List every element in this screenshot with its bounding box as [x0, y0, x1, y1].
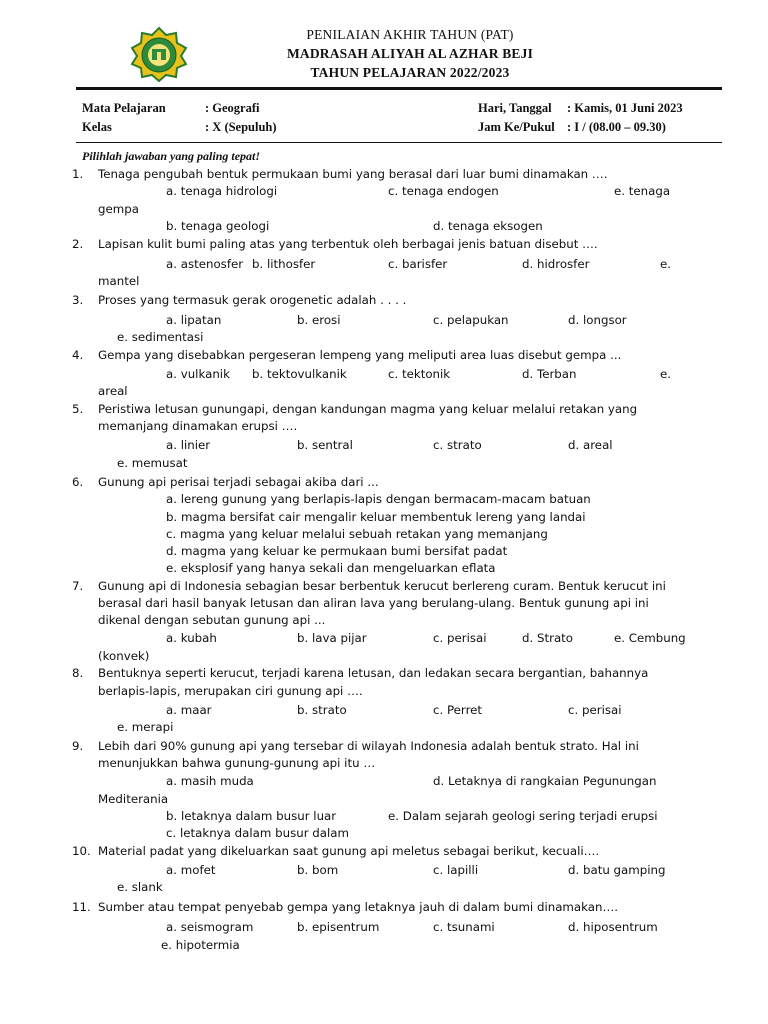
option-b[interactable]: b. letaknya dalam busur luar: [166, 809, 337, 823]
option-b[interactable]: b. magma bersifat cair mengalir keluar membentuk lereng yang landai: [166, 510, 586, 524]
option-e[interactable]: e.: [660, 257, 672, 271]
question-number: 8.: [72, 666, 84, 680]
question-text: Gempa yang disebabkan pergeseran lempeng yang meliputi area luas disebut gempa ...: [98, 348, 622, 362]
option-c[interactable]: c. tektonik: [388, 367, 451, 381]
option-c[interactable]: c. letaknya dalam busur dalam: [166, 826, 350, 840]
question-text: Tenaga pengubah bentuk permukaan bumi yang berasal dari luar bumi dinamakan ….: [98, 167, 608, 181]
option-e-wrap: gempa: [98, 202, 139, 216]
option-c[interactable]: c. magma yang keluar melalui sebuah retakan yang memanjang: [166, 527, 548, 541]
option-e[interactable]: e.: [660, 367, 672, 381]
school-name: MADRASAH ALIYAH AL AZHAR BEJI: [286, 46, 534, 61]
option-c[interactable]: c. perisai: [433, 631, 487, 645]
question-text: dikenal dengan sebutan gunung api ...: [98, 613, 326, 627]
question-text: Gunung api di Indonesia sebagian besar berbentuk kerucut berlereng curam. Bentuk kerucut ini: [98, 579, 666, 593]
option-a[interactable]: a. lereng gunung yang berlapis-lapis dengan bermacam-macam batuan: [166, 492, 591, 506]
option-d[interactable]: d. magma yang keluar ke permukaan bumi bersifat padat: [166, 544, 508, 558]
question-text: Peristiwa letusan gunungapi, dengan kandungan magma yang keluar melalui retakan yang: [98, 402, 638, 416]
option-e[interactable]: e. slank: [117, 880, 163, 894]
option-c[interactable]: c. strato: [433, 438, 482, 452]
time-label: Jam Ke/Pukul: [478, 120, 555, 134]
meta-rule: [76, 142, 722, 143]
option-b[interactable]: b. strato: [297, 703, 347, 717]
question-number: 3.: [72, 293, 84, 307]
option-d[interactable]: d. Strato: [522, 631, 574, 645]
option-d[interactable]: d. tenaga eksogen: [433, 219, 543, 233]
option-d[interactable]: d. hidrosfer: [522, 257, 590, 271]
option-a[interactable]: a. maar: [166, 703, 212, 717]
subject-value: : Geografi: [205, 101, 260, 115]
option-d[interactable]: c. perisai: [568, 703, 622, 717]
question-text: menunjukkan bahwa gunung-gunung api itu …: [98, 756, 376, 770]
option-b[interactable]: b. lithosfer: [252, 257, 316, 271]
question-number: 9.: [72, 739, 84, 753]
option-a[interactable]: a. masih muda: [166, 774, 254, 788]
option-b[interactable]: b. erosi: [297, 313, 341, 327]
option-b[interactable]: b. sentral: [297, 438, 353, 452]
question-number: 2.: [72, 237, 84, 251]
question-text: berlapis-lapis, merupakan ciri gunung api ….: [98, 684, 363, 698]
option-c[interactable]: c. pelapukan: [433, 313, 509, 327]
option-c[interactable]: c. tenaga endogen: [388, 184, 499, 198]
option-e[interactable]: e. eksplosif yang hanya sekali dan mengeluarkan eflata: [166, 561, 496, 575]
question-number: 4.: [72, 348, 84, 362]
option-b[interactable]: b. tektovulkanik: [252, 367, 347, 381]
option-a[interactable]: a. linier: [166, 438, 211, 452]
question-text: berasal dari hasil banyak letusan dan aliran lava yang berulang-ulang. Bentuk gunung api ini: [98, 596, 649, 610]
option-b[interactable]: b. episentrum: [297, 920, 380, 934]
question-number: 7.: [72, 579, 84, 593]
time-value: : I / (08.00 – 09.30): [567, 120, 666, 134]
question-text: Lapisan kulit bumi paling atas yang terbentuk oleh berbagai jenis batuan disebut ….: [98, 237, 598, 251]
option-b[interactable]: b. lava pijar: [297, 631, 367, 645]
option-e[interactable]: e. memusat: [117, 456, 188, 470]
option-a[interactable]: a. astenosfer: [166, 257, 244, 271]
option-d-wrap: Mediterania: [98, 792, 169, 806]
option-e[interactable]: e. tenaga: [614, 184, 671, 198]
option-e[interactable]: e. merapi: [117, 720, 174, 734]
option-a[interactable]: a. seismogram: [166, 920, 254, 934]
option-a[interactable]: a. mofet: [166, 863, 216, 877]
option-d[interactable]: d. batu gamping: [568, 863, 666, 877]
date-label: Hari, Tanggal: [478, 101, 552, 115]
option-e-wrap: mantel: [98, 274, 140, 288]
question-text: Material padat yang dikeluarkan saat gunung api meletus sebagai berikut, kecuali….: [98, 844, 600, 858]
question-text: Gunung api perisai terjadi sebagai akiba dari ...: [98, 475, 379, 489]
option-d[interactable]: d. hiposentrum: [568, 920, 658, 934]
option-e[interactable]: e. hipotermia: [161, 938, 240, 952]
option-a[interactable]: a. lipatan: [166, 313, 222, 327]
question-number: 5.: [72, 402, 84, 416]
option-d[interactable]: d. longsor: [568, 313, 627, 327]
option-d[interactable]: d. Terban: [522, 367, 577, 381]
question-text: memanjang dinamakan erupsi ….: [98, 419, 298, 433]
subject-label: Mata Pelajaran: [82, 101, 166, 115]
header-rule: [76, 87, 722, 90]
option-e[interactable]: e. sedimentasi: [117, 330, 204, 344]
option-c[interactable]: c. tsunami: [433, 920, 495, 934]
option-d[interactable]: d. areal: [568, 438, 613, 452]
option-c[interactable]: c. Perret: [433, 703, 483, 717]
question-number: 6.: [72, 475, 84, 489]
option-c[interactable]: c. barisfer: [388, 257, 448, 271]
option-a[interactable]: a. vulkanik: [166, 367, 230, 381]
question-text: Sumber atau tempat penyebab gempa yang letaknya jauh di dalam bumi dinamakan….: [98, 900, 619, 914]
class-label: Kelas: [82, 120, 112, 134]
option-b[interactable]: b. bom: [297, 863, 339, 877]
instruction: Pilihlah jawaban yang paling tepat!: [82, 149, 261, 163]
question-text: Proses yang termasuk gerak orogenetic adalah . . . .: [98, 293, 407, 307]
option-b[interactable]: b. tenaga geologi: [166, 219, 270, 233]
question-number: 1.: [72, 167, 84, 181]
question-number: 11.: [72, 900, 91, 914]
option-a[interactable]: a. tenaga hidrologi: [166, 184, 278, 198]
exam-title: PENILAIAN AKHIR TAHUN (PAT): [306, 27, 514, 42]
question-text: Lebih dari 90% gunung api yang tersebar di wilayah Indonesia adalah bentuk strato. Hal ini: [98, 739, 639, 753]
class-value: : X (Sepuluh): [205, 120, 277, 134]
option-e[interactable]: e. Cembung: [614, 631, 686, 645]
question-text: Bentuknya seperti kerucut, terjadi karena letusan, dan ledakan secara bergantian, bahannya: [98, 666, 649, 680]
option-e-wrap: (konvek): [98, 649, 150, 663]
option-c[interactable]: c. lapilli: [433, 863, 479, 877]
option-e[interactable]: e. Dalam sejarah geologi sering terjadi erupsi: [388, 809, 658, 823]
school-logo: [124, 26, 194, 82]
option-a[interactable]: a. kubah: [166, 631, 217, 645]
academic-year: TAHUN PELAJARAN 2022/2023: [310, 65, 510, 80]
question-number: 10.: [72, 844, 91, 858]
option-d[interactable]: d. Letaknya di rangkaian Pegunungan: [433, 774, 657, 788]
option-e-wrap: areal: [98, 384, 128, 398]
date-value: : Kamis, 01 Juni 2023: [567, 101, 683, 115]
